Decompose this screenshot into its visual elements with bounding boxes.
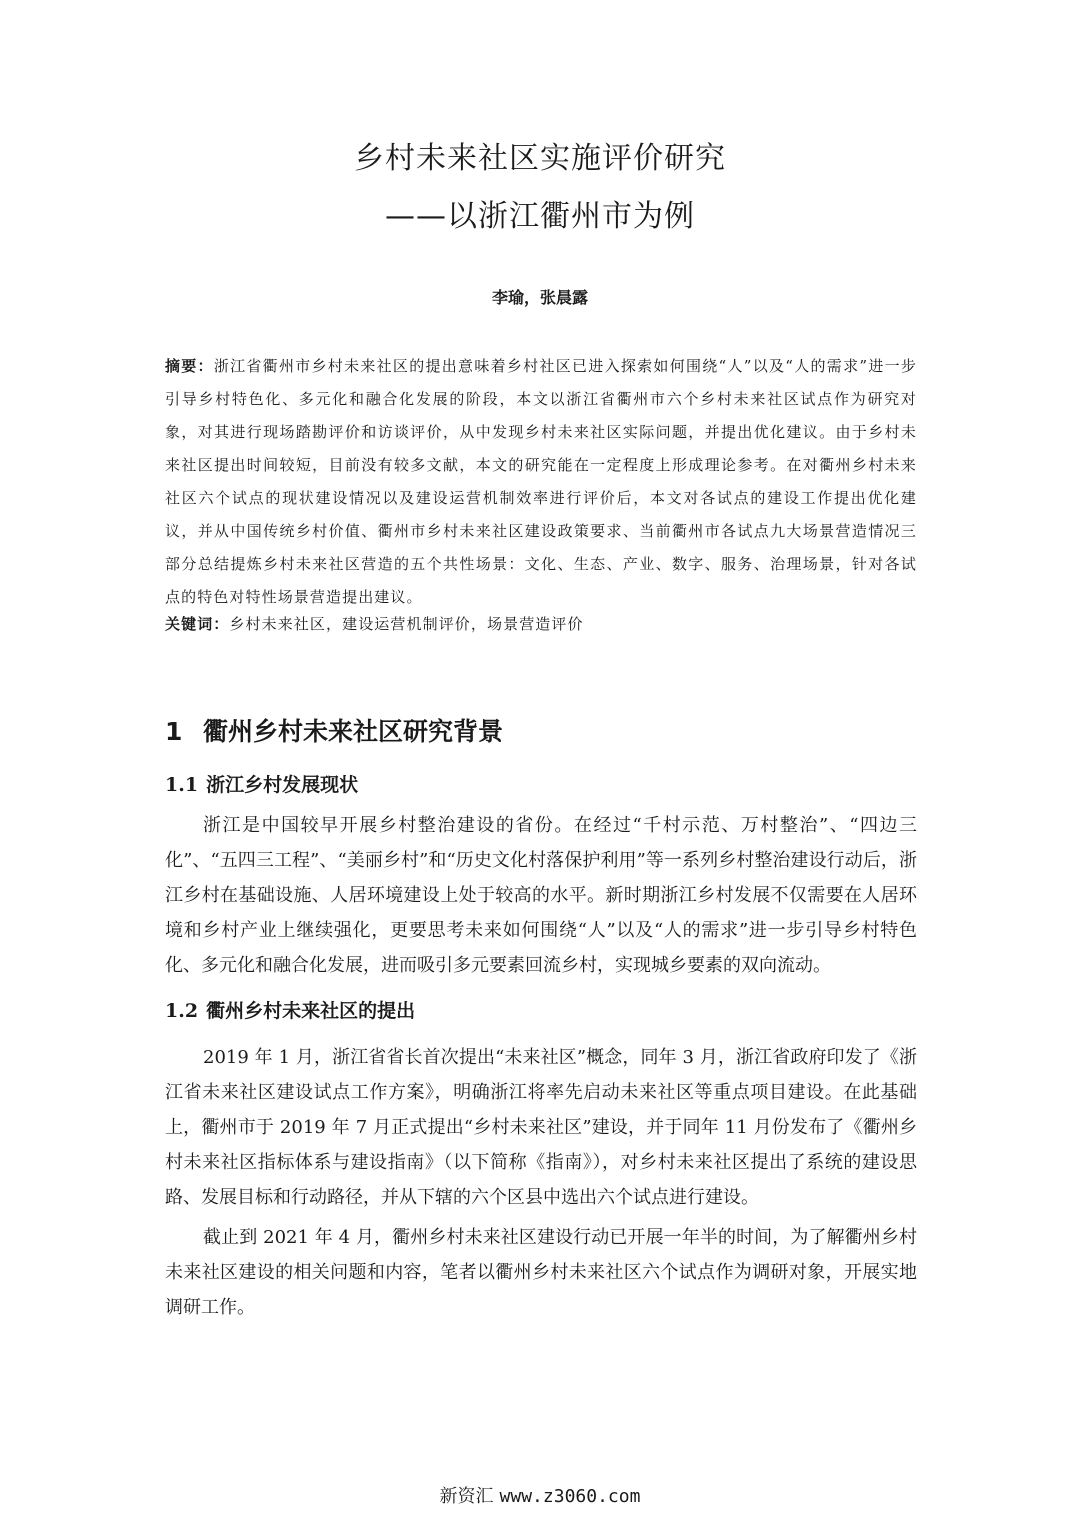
abstract-label: 摘要： [165,357,214,375]
subsection-title: 衢州乡村未来社区的提出 [206,1000,416,1022]
author-list: 李瑜，张晨露 [491,288,588,307]
keywords [165,608,917,641]
subsection-number: 1.2 [165,1000,199,1022]
keywords-label: 关键词： [165,615,230,633]
section-title: 衢州乡村未来社区研究背景 [203,717,504,746]
footer-site-name: 新资汇 [439,1486,494,1507]
subsection-number: 1.1 [165,774,199,796]
paper-subtitle: ——以浙江衢州市为例 [385,199,695,234]
body-paragraph: 2019 年 1 月，浙江省省长首次提出“未来社区”概念，同年 3 月，浙江省政府印发了《浙江省未来社区建设试点工作方案》，明确浙江将率先启动未来社区等重点项目建设。在此基础上，衢州市于 2019 年 7 月正式提出“乡村未来社区”建设，并于同年 11 月份发布了《衢州乡村未来社区指标体系与建设指南》（以下简称《指南》），对乡村未来社区提出了系统的建设思路、发展目标和行动路径，并从下辖的六个区县中选出六个试点进行建设。 [165,1047,917,1208]
body-paragraph: 浙江是中国较早开展乡村整治建设的省份。在经过“千村示范、万村整治”、“四边三化”、“五四三工程”、“美丽乡村”和“历史文化村落保护利用”等一系列乡村整治建设行动后，浙江乡村在基础设施、人居环境建设上处于较高的水平。新时期浙江乡村发展不仅需要在人居环境和乡村产业上继续强化，更要思考未来如何围绕“人”以及“人的需求”进一步引导乡村特色化、多元化和融合化发展，进而吸引多元要素回流乡村，实现城乡要素的双向流动。 [165,815,917,976]
subsection-heading-1-2 [165,996,415,1023]
section-heading [165,712,503,748]
subsection-heading-1-1 [165,770,358,797]
section-number: 1 [165,717,183,746]
abstract [165,350,917,614]
footer-watermark [0,1482,1080,1508]
subsection-title: 浙江乡村发展现状 [206,774,359,796]
abstract-text: 浙江省衢州市乡村未来社区的提出意味着乡村社区已进入探索如何围绕“人”以及“人的需求”进一步引导乡村特色化、多元化和融合化发展的阶段，本文以浙江省衢州市六个乡村未来社区试点作为研究对象，对其进行现场踏勘评价和访谈评价，从中发现乡村未来社区实际问题，并提出优化建议。由于乡村未来社区提出时间较短，目前没有较多文献，本文的研究能在一定程度上形成理论参考。在对衢州乡村未来社区六个试点的现状建设情况以及建设运营机制效率进行评价后，本文对各试点的建设工作提出优化建议，并从中国传统乡村价值、衢州市乡村未来社区建设政策要求、当前衢州市各试点九大场景营造情况三部分总结提炼乡村未来社区营造的五个共性场景：文化、生态、产业、数字、服务、治理场景，针对各试点的特色对特性场景营造提出建议。 [165,357,917,606]
body-paragraph: 截止到 2021 年 4 月，衢州乡村未来社区建设行动已开展一年半的时间，为了解衢州乡村未来社区建设的相关问题和内容，笔者以衢州乡村未来社区六个试点作为调研对象，开展实地调研工作。 [165,1227,917,1318]
footer-url[interactable]: www.z3060.com [499,1486,641,1507]
keywords-text: 乡村未来社区，建设运营机制评价，场景营造评价 [229,615,584,633]
paper-title: 乡村未来社区实施评价研究 [354,141,726,176]
